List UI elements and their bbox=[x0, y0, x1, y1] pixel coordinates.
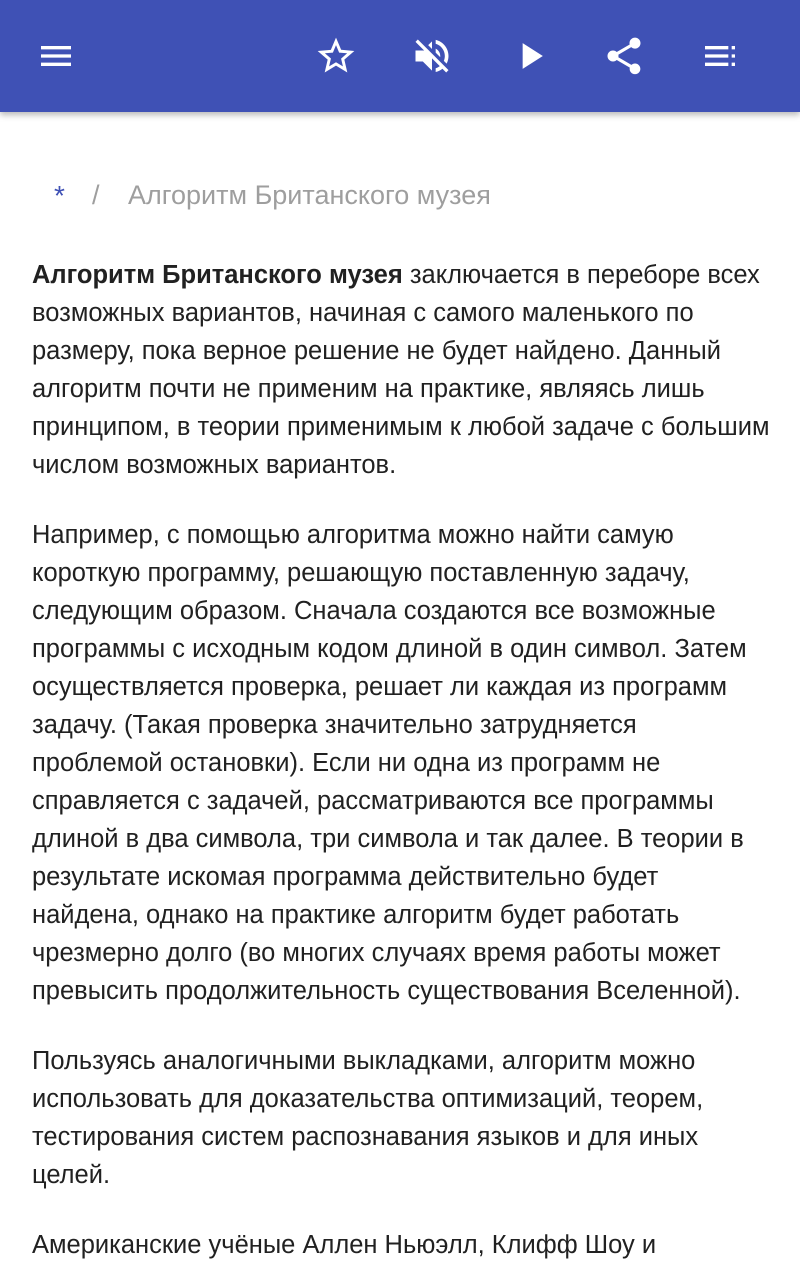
article-paragraph: Американские учёные Аллен Ньюэлл, Клифф Шоу и bbox=[32, 1231, 657, 1259]
share-button[interactable] bbox=[596, 28, 652, 84]
breadcrumb-separator: / bbox=[92, 180, 100, 210]
breadcrumb bbox=[0, 180, 800, 220]
volume-off-icon bbox=[410, 34, 454, 78]
article-paragraph-text: заключается в переборе всех возможных вариантов, начиная с самого маленького по размеру, пока верное решение не будет найдено. Данный алгоритм почти не применим на практике, являясь лишь принципом, в теории применимым к любой задаче с большим числом возможных вариантов. bbox=[32, 261, 770, 479]
breadcrumb-home-link[interactable]: * bbox=[54, 180, 65, 211]
breadcrumb-current: Алгоритм Британского музея bbox=[128, 180, 491, 210]
article-paragraph bbox=[32, 256, 772, 484]
toc-icon bbox=[700, 36, 740, 76]
play-icon bbox=[508, 34, 552, 78]
menu-icon bbox=[36, 36, 76, 76]
article-paragraph: Пользуясь аналогичными выкладками, алгоритм можно использовать для доказательства оптимизаций, теорем, тестирования систем распознавания языков и для иных целей. bbox=[32, 1047, 704, 1189]
bookmark-button[interactable] bbox=[308, 28, 364, 84]
table-of-contents-button[interactable] bbox=[692, 28, 748, 84]
play-button[interactable] bbox=[502, 28, 558, 84]
app-toolbar bbox=[0, 0, 800, 112]
star-icon bbox=[314, 34, 358, 78]
menu-button[interactable] bbox=[28, 28, 84, 84]
article-term: Алгоритм Британского музея bbox=[32, 261, 403, 289]
article-paragraph: Например, с помощью алгоритма можно найти самую короткую программу, решающую поставленную задачу, следующим образом. Сначала создаются все возможные программы с исходным кодом длиной в один символ. Затем осуществляется проверка, решает ли каждая из программ задачу. (Такая проверка значительно затрудняется проблемой остановки). Если ни одна из программ не справляется с задачей, рассматриваются все программы длиной в два символа, три символа и так далее. В теории в результате искомая программа действительно будет найдена, однако на практике алгоритм будет работать чрезмерно долго (во многих случаях время работы может превысить продолжительность существования Вселенной). bbox=[32, 521, 747, 1005]
sound-toggle-button[interactable] bbox=[404, 28, 460, 84]
share-icon bbox=[602, 34, 646, 78]
article-body bbox=[32, 256, 772, 1280]
article-content bbox=[0, 112, 800, 1280]
